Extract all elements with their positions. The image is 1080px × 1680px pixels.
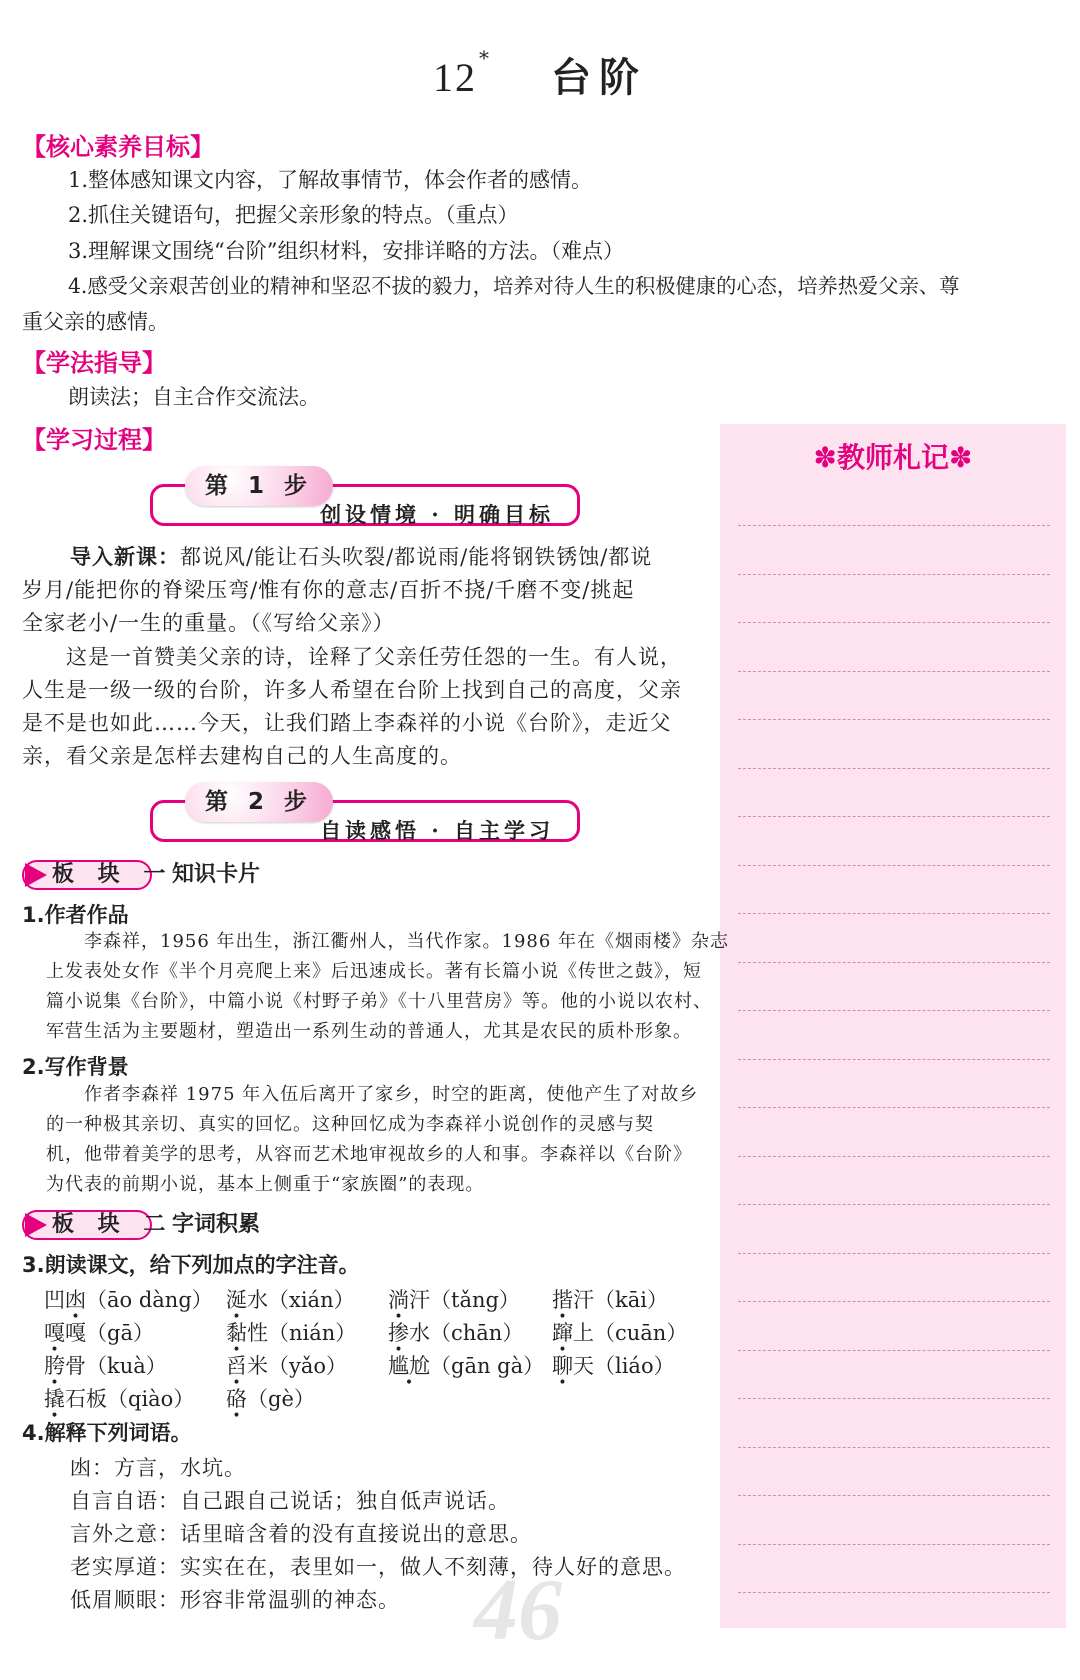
q1-heading: 1.作者作品 <box>22 903 129 927</box>
pinyin-item-py: （cuān） <box>594 1321 688 1345</box>
note-line <box>738 816 1050 817</box>
q1-line-4: 军营生活为主要题材，塑造出一系列生动的普通人，尤其是农民的质朴形象。 <box>46 1021 692 1042</box>
pinyin-item-ch: 胯 <box>44 1354 65 1378</box>
note-line <box>738 962 1050 963</box>
pinyin-item <box>226 1350 347 1380</box>
method-text: 朗读法；自主合作交流法。 <box>68 385 320 409</box>
pinyin-item-ch: 蹿 <box>552 1321 573 1345</box>
pinyin-item <box>388 1317 523 1347</box>
pinyin-item-py: （gè） <box>247 1387 315 1411</box>
q3-heading: 3.朗读课文，给下列加点的字注音。 <box>22 1253 360 1277</box>
q1-line-1: 李森祥，1956 年出生，浙江衢州人，当代作家。1986 年在《烟雨楼》杂志 <box>84 931 730 952</box>
pinyin-item <box>226 1284 355 1314</box>
pinyin-item <box>388 1284 520 1314</box>
pinyin-item-post: 石板 <box>65 1387 107 1411</box>
q4-line-2: 自言自语：自己跟自己说话；独自低声说话。 <box>70 1489 510 1513</box>
pinyin-item-ch: 掺 <box>388 1321 409 1345</box>
q2-line-3: 机，他带着美学的思考，从容而艺术地审视故乡的人和事。李森祥以《台阶》 <box>46 1144 692 1165</box>
goal-2: 2.抓住关键语句，把握父亲形象的特点。（重点） <box>68 203 519 227</box>
block-1-label: 板 块 一 <box>52 862 174 887</box>
pinyin-item-post: 骨 <box>65 1354 86 1378</box>
note-line <box>738 1204 1050 1205</box>
lesson-number: 12 <box>433 55 477 100</box>
pinyin-item-post: 水 <box>409 1321 430 1345</box>
pinyin-item-ch: 淌 <box>388 1288 409 1312</box>
q4-line-5: 低眉顺眼：形容非常温驯的神态。 <box>70 1588 400 1612</box>
pinyin-item-ch: 撬 <box>44 1387 65 1411</box>
intro-line-5: 人生是一级一级的台阶，许多人希望在台阶上找到自己的高度，父亲 <box>22 678 682 702</box>
pinyin-item-ch: 舀 <box>226 1354 247 1378</box>
pinyin-item-py: （yǎo） <box>268 1354 348 1378</box>
pinyin-item-py: （gān gà） <box>430 1354 545 1378</box>
pinyin-item-ch: 涎 <box>226 1288 247 1312</box>
q4-line-1: 凼：方言，水坑。 <box>70 1456 246 1480</box>
pinyin-item-post: 汗 <box>409 1288 430 1312</box>
note-line <box>738 574 1050 575</box>
pinyin-item <box>44 1317 154 1347</box>
pinyin-item-py: （xián） <box>268 1288 355 1312</box>
note-line <box>738 1301 1050 1302</box>
goal-3: 3.理解课文围绕“台阶”组织材料，安排详略的方法。（难点） <box>68 239 625 263</box>
step-2-subtitle: 自读感悟 · 自主学习 <box>320 818 554 843</box>
note-line <box>738 1156 1050 1157</box>
block-2-tag <box>22 1210 422 1242</box>
intro-line-3: 全家老小/一生的重量。（《写给父亲》） <box>22 611 395 635</box>
pinyin-item <box>226 1317 356 1347</box>
pinyin-item-post: 性 <box>247 1321 268 1345</box>
note-line <box>738 1253 1050 1254</box>
q2-line-4: 为代表的前期小说，基本上侧重于“家族圈”的表现。 <box>46 1174 485 1195</box>
note-line <box>738 1495 1050 1496</box>
pinyin-item-py: （chān） <box>430 1321 524 1345</box>
pinyin-item-py: （kuà） <box>86 1354 167 1378</box>
block-1-tag <box>22 860 422 892</box>
pinyin-item-post: 上 <box>573 1321 594 1345</box>
method-heading: 【学法指导】 <box>22 349 166 377</box>
lesson-title <box>0 46 1080 103</box>
note-line <box>738 525 1050 526</box>
pinyin-item-py: （nián） <box>268 1321 357 1345</box>
note-line <box>738 1107 1050 1108</box>
pinyin-item-post: 水 <box>247 1288 268 1312</box>
note-line <box>738 1010 1050 1011</box>
goal-4-cont: 重父亲的感情。 <box>22 310 169 334</box>
note-line <box>738 1544 1050 1545</box>
pinyin-item-post: 米 <box>247 1354 268 1378</box>
pinyin-item-py: （tǎng） <box>430 1288 520 1312</box>
pinyin-item <box>552 1350 675 1380</box>
note-line <box>738 865 1050 866</box>
note-line <box>738 913 1050 914</box>
pinyin-item-py: （qiào） <box>107 1387 195 1411</box>
q2-line-2: 的一种极其亲切、真实的回忆。这种回忆成为李森祥小说创作的灵感与契 <box>46 1114 654 1135</box>
pinyin-item <box>226 1383 315 1413</box>
pinyin-item-ch: 尴尬 <box>388 1354 430 1378</box>
q4-line-4: 老实厚道：实实在在，表里如一，做人不刻薄，待人好的意思。 <box>70 1555 686 1579</box>
intro-line-7: 亲，看父亲是怎样去建构自己的人生高度的。 <box>22 744 462 768</box>
intro-line-1-text: 都说风/能让石头吹裂/都说雨/能将钢铁锈蚀/都说 <box>180 545 653 569</box>
pinyin-item-ch: 凼 <box>65 1288 86 1312</box>
pinyin-item-post: 汗 <box>573 1288 594 1312</box>
pinyin-item <box>552 1284 668 1314</box>
step-1-banner <box>150 466 582 526</box>
note-line <box>738 1398 1050 1399</box>
step-1-label: 第 1 步 <box>185 466 333 506</box>
play-triangle-icon <box>25 863 47 887</box>
pinyin-item-ch: 硌 <box>226 1387 247 1411</box>
process-heading: 【学习过程】 <box>22 426 166 454</box>
pinyin-item-py: （āo dàng） <box>86 1288 213 1312</box>
pinyin-item-py: （kāi） <box>594 1288 668 1312</box>
goal-1: 1.整体感知课文内容，了解故事情节，体会作者的感情。 <box>68 168 593 192</box>
intro-line-6: 是不是也如此……今天，让我们踏上李森祥的小说《台阶》，走近父 <box>22 711 672 735</box>
pinyin-item <box>44 1284 213 1314</box>
pinyin-item-post: 嘎 <box>65 1321 86 1345</box>
goals-heading: 【核心素养目标】 <box>22 133 214 161</box>
pinyin-item <box>552 1317 687 1347</box>
pinyin-item <box>388 1350 544 1380</box>
teacher-notes-title: ✽教师札记✽ <box>813 441 973 474</box>
note-line <box>738 768 1050 769</box>
pinyin-item-ch: 黏 <box>226 1321 247 1345</box>
q2-heading: 2.写作背景 <box>22 1055 129 1079</box>
pinyin-item-py: （gā） <box>86 1321 154 1345</box>
intro-line-1 <box>70 541 652 574</box>
block-2-label: 板 块 二 <box>52 1212 174 1237</box>
note-line <box>738 1059 1050 1060</box>
play-triangle-icon <box>25 1213 47 1237</box>
note-line <box>738 719 1050 720</box>
lesson-star: * <box>479 46 491 70</box>
step-2-label: 第 2 步 <box>185 782 333 822</box>
q1-line-2: 上发表处女作《半个月亮爬上来》后迅速成长。著有长篇小说《传世之鼓》，短 <box>46 961 702 982</box>
note-line <box>738 1350 1050 1351</box>
pinyin-item-ch: 嘎 <box>44 1321 65 1345</box>
intro-line-2: 岁月/能把你的脊梁压弯/惟有你的意志/百折不挠/千磨不变/挑起 <box>22 578 635 602</box>
note-line <box>738 622 1050 623</box>
pinyin-item-ch: 揩 <box>552 1288 573 1312</box>
intro-line-4: 这是一首赞美父亲的诗，诠释了父亲任劳任怨的一生。有人说， <box>22 645 682 669</box>
q4-line-3: 言外之意：话里暗含着的没有直接说出的意思。 <box>70 1522 532 1546</box>
goal-4: 4.感受父亲艰苦创业的精神和坚忍不拔的毅力，培养对待人生的积极健康的心态，培养热爱父亲、尊 <box>68 274 960 298</box>
q1-line-3: 篇小说集《台阶》，中篇小说《村野子弟》《十八里营房》等。他的小说以农村、 <box>46 991 712 1012</box>
note-line <box>738 671 1050 672</box>
pinyin-item <box>44 1350 167 1380</box>
step-1-subtitle: 创设情境 · 明确目标 <box>320 502 554 527</box>
intro-lead: 导入新课： <box>70 545 180 569</box>
note-line <box>738 1592 1050 1593</box>
step-2-banner <box>150 782 582 842</box>
pinyin-item <box>44 1383 194 1413</box>
pinyin-item-pre: 凹 <box>44 1288 65 1312</box>
pinyin-item-ch: 聊 <box>552 1354 573 1378</box>
q2-line-1: 作者李森祥 1975 年入伍后离开了家乡，时空的距离，使他产生了对故乡 <box>84 1084 699 1105</box>
pinyin-item-py: （liáo） <box>594 1354 675 1378</box>
note-line <box>738 1447 1050 1448</box>
block-2-title: 字词积累 <box>172 1212 261 1237</box>
block-1-title: 知识卡片 <box>172 862 261 887</box>
q4-heading: 4.解释下列词语。 <box>22 1421 192 1445</box>
lesson-name: 台阶 <box>551 55 647 101</box>
pinyin-item-post: 天 <box>573 1354 594 1378</box>
page-number: 46 <box>474 1562 562 1659</box>
